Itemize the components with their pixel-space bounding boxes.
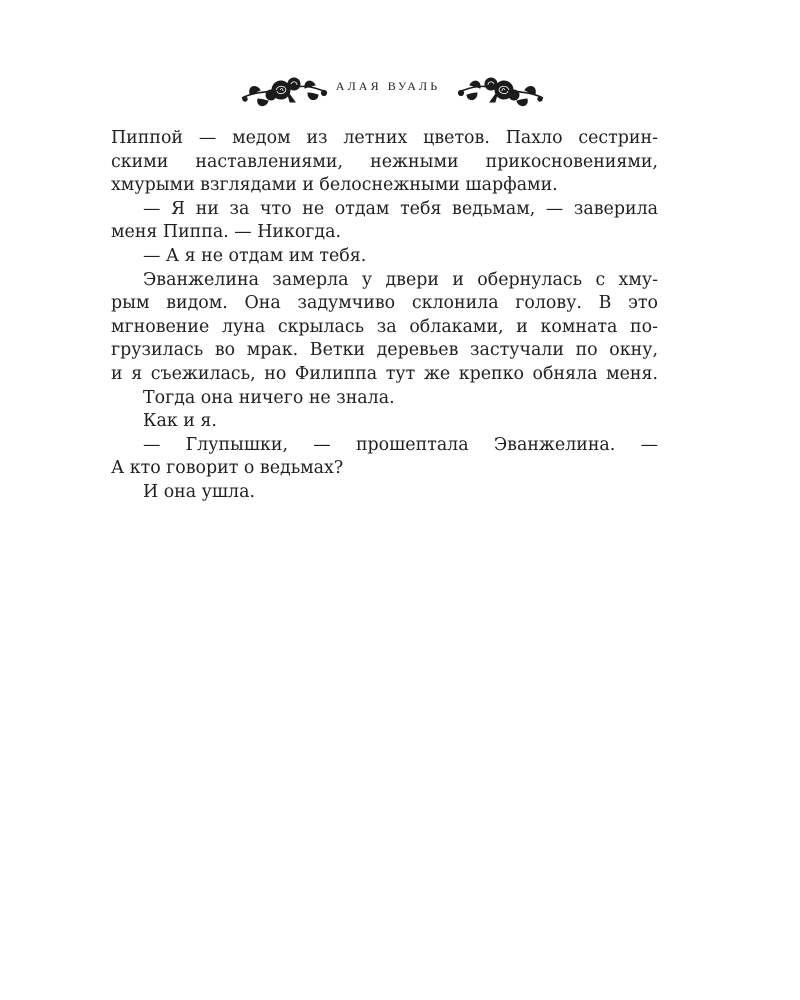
text-line: Как и я. [143,411,217,432]
text-line: — Глупышки, — прошептала Эванжелина. — [143,434,658,455]
rose-ornament-icon [238,68,333,112]
text-line: А кто говорит о ведьмах? [111,458,344,479]
text-line: скими наставлениями, нежными прикосновениями, [111,151,658,172]
text-line: грузилась во мрак. Ветки деревьев застучали по окну, [111,340,658,361]
text-line: хмурыми взглядами и белоснежными шарфами. [111,175,558,196]
text-line: меня Пиппа. — Никогда. [111,222,342,243]
text-line: — А я не отдам им тебя. [143,245,367,266]
text-line: И она ушла. [143,481,255,502]
rose-ornament-right-graphic [452,68,547,112]
text-line: Эванжелина замерла у двери и обернулась с хму- [143,269,658,290]
text-line: — Я ни за что не отдам тебя ведьмам, — заверила [143,198,658,219]
text-line: Пиппой — медом из летних цветов. Пахло сестрин- [111,128,658,148]
page-header [0,68,800,112]
body-text [111,127,658,505]
text-line: Тогда она ничего не знала. [143,387,395,408]
running-title: АЛАЯ ВУАЛЬ [335,79,441,93]
text-line: рым видом. Она задумчиво склонила голову. В это [111,293,658,314]
rose-ornament-icon [452,68,547,112]
text-line: мгновение луна скрылась за облаками, и комната по- [111,316,658,337]
rose-ornament-left-graphic [238,68,333,112]
text-line: и я съежилась, но Филиппа тут же крепко обняла меня. [111,363,658,384]
